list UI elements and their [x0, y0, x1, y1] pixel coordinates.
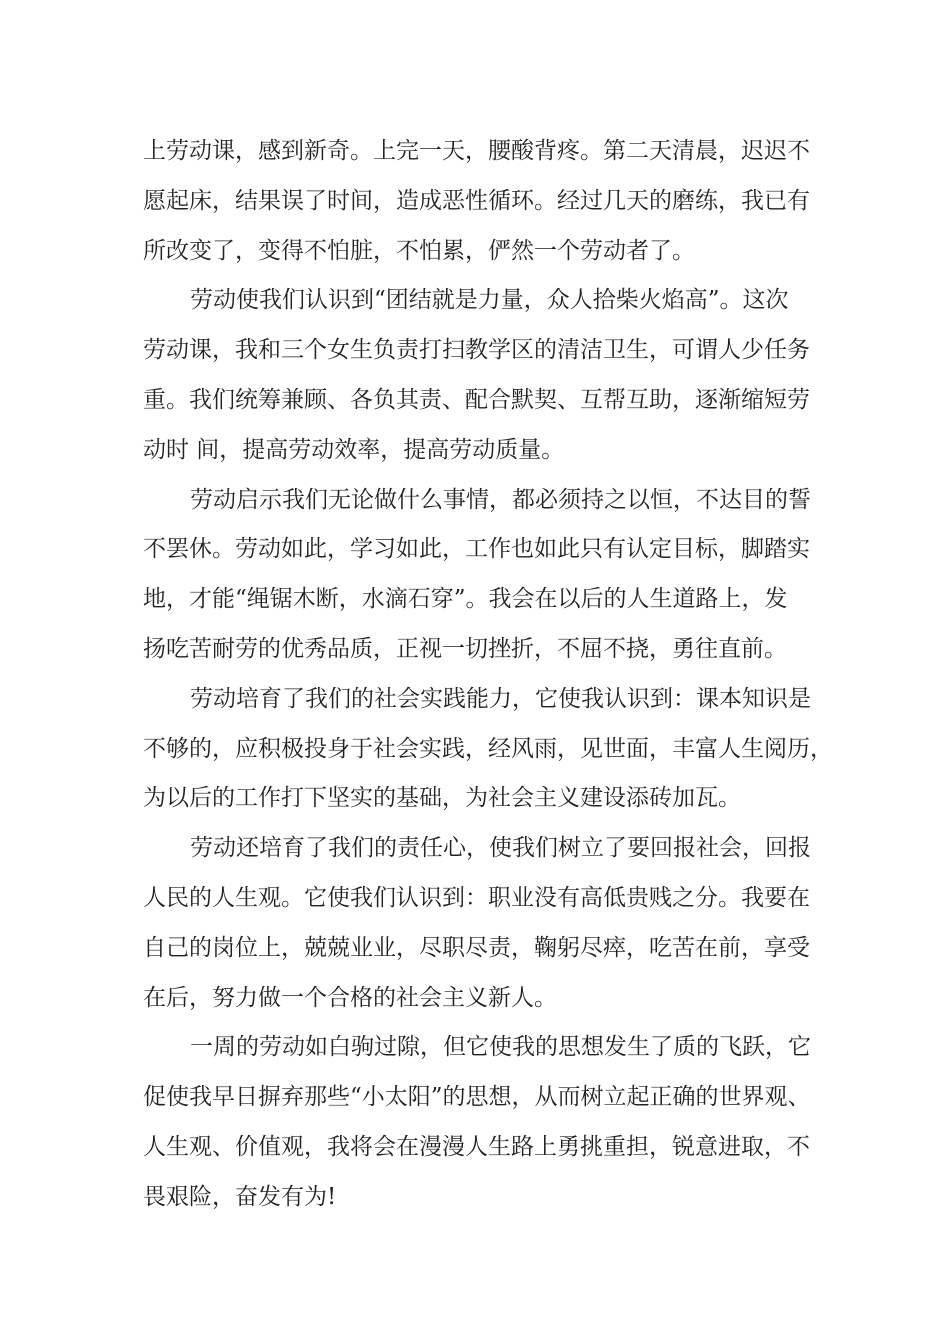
paragraph-first-line: 劳动使我们认识到“团结就是力量，众人拾柴火焰高”。这次 [190, 287, 789, 314]
text-line: 不罢休。劳动如此，学习如此，工作也如此只有认定目标，脚踏实 [143, 536, 810, 563]
paragraph-first-line: 劳动启示我们无论做什么事情，都必须持之以恒，不达目的誓 [190, 486, 811, 513]
text-line: 在后，努力做一个合格的社会主义新人。 [143, 984, 557, 1011]
text-line: 地，才能“绳锯木断，水滴石穿”。我会在以后的人生道路上，发 [143, 586, 788, 613]
text-line: 不够的，应积极投身于社会实践，经风雨，见世面，丰富人生阅历， [143, 735, 833, 762]
text-line: 劳动课，我和三个女生负责打扫教学区的清洁卫生，可谓人少任务 [143, 337, 810, 364]
text-line: 扬吃苦耐劳的优秀品质，正视一切挫折，不屈不挠，勇往直前。 [143, 635, 787, 662]
paragraph-first-line: 劳动还培育了我们的责任心，使我们树立了要回报社会，回报 [190, 835, 811, 862]
text-line: 自己的岗位上，兢兢业业，尽职尽责，鞠躬尽瘁，吃苦在前，享受 [143, 934, 810, 961]
text-line: 重。我们统筹兼顾、各负其责、配合默契、互帮互助，逐渐缩短劳 [143, 386, 810, 413]
text-line: 上劳动课，感到新奇。上完一天，腰酸背疼。第二天清晨，迟迟不 [143, 138, 810, 164]
text-line: 愿起床，结果误了时间，造成恶性循环。经过几天的磨练，我已有 [143, 187, 810, 214]
text-line: 动时 间，提高劳动效率，提高劳动质量。 [143, 436, 565, 463]
text-line: 畏艰险，奋发有为! [143, 1183, 337, 1210]
text-line: 所改变了，变得不怕脏，不怕累，俨然一个劳动者了。 [143, 237, 695, 264]
document-body [143, 133, 833, 1229]
text-line: 人生观、价值观，我将会在漫漫人生路上勇挑重担，锐意进取，不 [143, 1133, 810, 1160]
text-line: 促使我早日摒弃那些“小太阳”的思想，从而树立起正确的世界观、 [143, 1084, 811, 1111]
paragraph-first-line: 一周的劳动如白驹过隙，但它使我的思想发生了质的飞跃，它 [190, 1034, 811, 1061]
paragraph-first-line: 劳动培育了我们的社会实践能力，它使我认识到：课本知识是 [190, 685, 811, 712]
text-line: 人民的人生观。它使我们认识到：职业没有高低贵贱之分。我要在 [143, 884, 810, 911]
text-line: 为以后的工作打下坚实的基础，为社会主义建设添砖加瓦。 [143, 785, 741, 812]
